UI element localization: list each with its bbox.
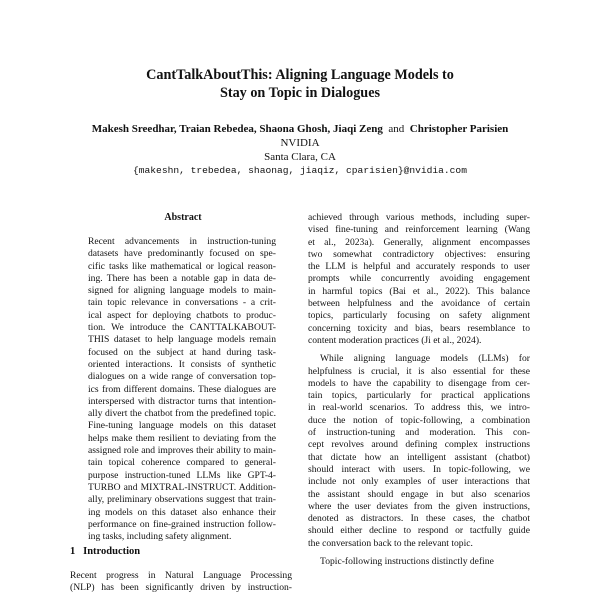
text-line: tion. We introduce the CANTTALKABOUT- [88, 322, 276, 334]
section-heading-introduction [70, 546, 140, 557]
text-line: ics from different domains. These dialogues are [88, 383, 276, 395]
text-line: While aligning language models (LLMs) for [320, 353, 530, 365]
text-line: prompts while concurrently avoiding engagement [308, 273, 530, 285]
text-line: should either decline to respond or tactfully guide [308, 525, 530, 537]
text-line: tain topics, particularly for practical applications [308, 390, 530, 402]
text-line: tain topical coherence compared to general- [88, 457, 276, 469]
right-column-body [308, 212, 530, 568]
text-line: the assistant should engage in but also scenarios [308, 488, 530, 500]
author-names-last: Christopher Parisien [409, 123, 509, 135]
text-line: cept revolves around defining complex instructions [308, 439, 530, 451]
abstract-heading: Abstract [164, 212, 202, 223]
text-line: Recent advancements in instruction-tuning [88, 236, 276, 247]
text-line: topics, particularly focusing on safety alignment [308, 310, 530, 322]
text-line: Topic-following instructions distinctly define [320, 556, 494, 568]
text-line: ally, preliminary observations suggest that train- [88, 494, 276, 506]
title-line-1: CantTalkAboutThis: Aligning Language Models to [146, 67, 454, 83]
text-line: the conversation back to the relevant topic. [308, 537, 473, 549]
text-line: signed for aligning language models to main- [88, 285, 276, 297]
text-line: in real-world scenarios. To address this, we intro- [308, 402, 530, 414]
text-line: (NLP) has been significantly driven by instruction- [70, 582, 292, 594]
text-line: should interact with users. In topic-following, we [308, 463, 530, 475]
text-line: tain topic relevance in conversations - a crit- [88, 297, 276, 309]
text-line: vised fine-tuning and reinforcement learning (Wang [308, 224, 530, 236]
author-list [40, 122, 560, 136]
text-line: cific tasks like mathematical or logical reason- [88, 260, 276, 272]
author-org: NVIDIA [280, 137, 320, 149]
text-line: helpfulness is crucial, it is also essential for these [308, 365, 530, 377]
text-line: models to have the capability to disengage from cer- [308, 377, 530, 389]
text-line: dialogues on a wide range of conversation top- [88, 371, 276, 383]
author-names: Makesh Sreedhar, Traian Rebedea, Shaona Ghosh, Jiaqi Zeng [91, 123, 383, 135]
text-line: et al., 2023a). Generally, alignment encompasses [308, 236, 530, 248]
text-line: duce the notion of topic-following, a combination [308, 414, 530, 426]
text-line: ical aspect for deploying chatbots to produc- [88, 309, 276, 321]
author-and: and [388, 123, 405, 135]
text-line: assigned role and improves their ability to main- [88, 445, 276, 457]
text-line: interspersed with distractor turns that intention- [88, 395, 276, 407]
text-line: between helpfulness and the avoidance of certain [308, 298, 530, 310]
text-line: denoted as distractors. In these cases, the chatbot [308, 513, 530, 525]
section-number: 1 [70, 546, 76, 557]
text-line: two somewhat contradictory objectives: ensuring [308, 248, 530, 260]
paper-title [60, 66, 540, 102]
text-line: oriented interactions. It consists of synthetic [88, 358, 276, 370]
text-line: where the user deviates from the given instructions, [308, 500, 530, 512]
text-line: helps make them resilient to deviating from the [88, 432, 276, 444]
text-line: ally divert the chatbot from the predefined topic. [88, 408, 276, 420]
author-emails: {makeshn, trebedea, shaonag, jiaqiz, cparisien}@nvidia.com [133, 165, 467, 176]
text-line: purpose instruction-tuned LLMs like GPT-4- [88, 469, 276, 481]
text-line: in harmful topics (Bai et al., 2022). This balance [308, 285, 530, 297]
author-location: Santa Clara, CA [264, 151, 336, 163]
text-line: TURBO and MIXTRAL-INSTRUCT. Addition- [88, 481, 276, 493]
text-line: Fine-tuning language models on this dataset [88, 420, 276, 432]
text-line: focused on the subject at hand during task- [88, 346, 276, 358]
text-line: of instruction-tuning and moderation. This con- [308, 427, 530, 439]
text-line: performance on fine-grained instruction follow- [88, 518, 276, 530]
text-line: include not only examples of user interactions that [308, 476, 530, 488]
text-line: ing models on this dataset also enhance their [88, 506, 276, 518]
text-line: Recent progress in Natural Language Processing [70, 570, 292, 581]
text-line: datasets have predominantly focused on spe- [88, 248, 276, 260]
text-line: achieved through various methods, including super- [308, 212, 530, 223]
section-title: Introduction [83, 546, 141, 557]
text-line: concerning toxicity and bias, bears resemblance to [308, 322, 530, 334]
abstract-body [88, 236, 276, 543]
text-line: content moderation practices (Ji et al., 2024). [308, 334, 482, 346]
text-line: the LLM is helpful and accurately responds to user [308, 261, 530, 273]
introduction-body [70, 570, 292, 595]
text-line: ing. There has been a notable gap in data de- [88, 272, 276, 284]
text-line: THIS dataset to help language models remain [88, 334, 276, 346]
text-line: ing tasks, including safety alignment. [88, 531, 232, 543]
title-line-2: Stay on Topic in Dialogues [219, 85, 381, 101]
text-line: that dictate how an intelligent assistant (chatbot) [308, 451, 530, 463]
